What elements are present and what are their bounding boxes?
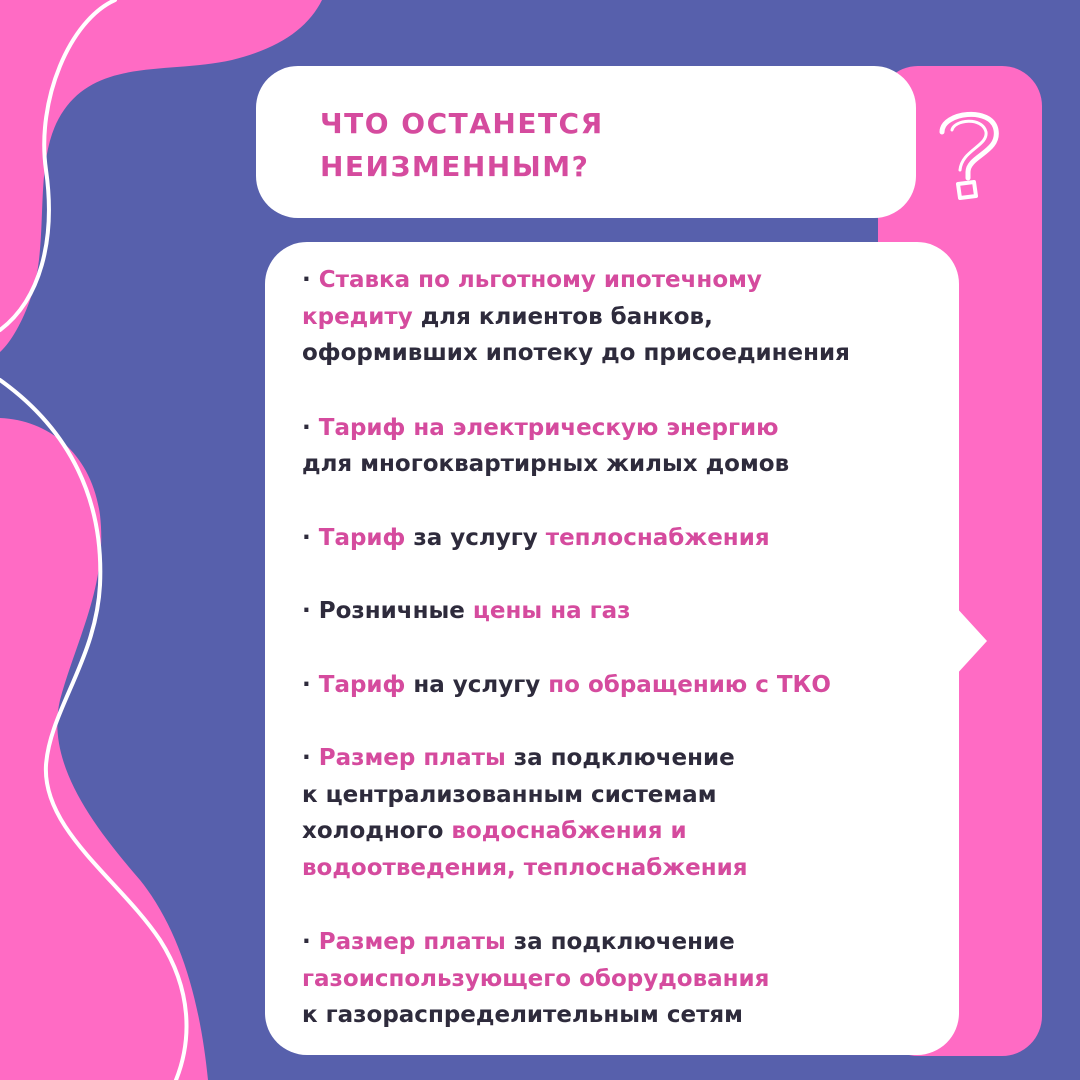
list-item-line <box>302 667 939 704</box>
list-item <box>302 924 939 1034</box>
list-item-line <box>302 924 939 961</box>
highlight-text: по обращению с ТКО <box>548 671 831 698</box>
body-text: за услугу <box>405 524 546 551</box>
highlight-text: кредиту <box>302 303 413 330</box>
list-item-line <box>302 997 939 1034</box>
highlight-text: Тариф <box>318 671 406 698</box>
title-line-2: НЕИЗМЕННЫМ? <box>320 150 590 183</box>
body-text: · <box>302 671 319 698</box>
items-list <box>302 262 939 1071</box>
highlight-text: газоиспользующего оборудования <box>302 965 770 992</box>
body-text: · <box>302 524 319 551</box>
body-text: холодного <box>302 818 452 844</box>
body-text: для многоквартирных жилых домов <box>302 451 790 477</box>
body-text: для клиентов банков, <box>412 303 713 330</box>
content-card <box>265 242 959 1055</box>
body-text: на услугу <box>405 671 549 698</box>
card-pointer <box>955 606 989 676</box>
question-mark-icon <box>934 106 1006 202</box>
highlight-text: водоотведения, теплоснабжения <box>302 854 748 881</box>
list-item-line <box>302 777 939 814</box>
list-item-line <box>302 813 939 850</box>
highlight-text: водоснабжения и <box>451 818 687 844</box>
list-item-line <box>302 850 939 887</box>
highlight-text: цены на газ <box>472 598 631 624</box>
list-item-line <box>302 961 939 998</box>
list-item <box>302 410 939 483</box>
highlight-text: Тариф на электрическую энергию <box>318 414 779 441</box>
highlight-text: Размер платы <box>318 745 506 771</box>
list-item-line <box>302 335 939 372</box>
body-text: · <box>302 267 319 293</box>
body-text: за подключение <box>505 929 735 955</box>
list-item <box>302 520 939 557</box>
list-item-line <box>302 410 939 447</box>
list-item <box>302 262 939 372</box>
body-text: к централизованным системам <box>302 781 717 808</box>
body-text: · <box>302 745 319 771</box>
list-item-line <box>302 593 939 630</box>
page-title <box>320 102 604 188</box>
body-text: · <box>302 414 319 441</box>
list-item <box>302 593 939 630</box>
list-item-line <box>302 299 939 336</box>
list-item-line <box>302 446 939 483</box>
highlight-text: Ставка по льготному ипотечному <box>318 267 762 293</box>
list-item-line <box>302 520 939 557</box>
body-text: · <box>302 929 319 955</box>
list-item-line <box>302 262 939 299</box>
body-text: оформивших ипотеку до присоединения <box>302 340 850 366</box>
list-item <box>302 667 939 704</box>
highlight-text: Тариф <box>318 524 406 551</box>
title-card <box>256 66 916 218</box>
list-item-line <box>302 740 939 777</box>
body-text: к газораспределительным сетям <box>302 1002 743 1028</box>
highlight-text: Размер платы <box>318 929 506 955</box>
highlight-text: теплоснабжения <box>545 524 770 551</box>
list-item <box>302 740 939 886</box>
title-line-1: ЧТО ОСТАНЕТСЯ <box>320 107 604 140</box>
body-text: за подключение <box>505 745 735 771</box>
body-text: · Розничные <box>302 598 473 624</box>
